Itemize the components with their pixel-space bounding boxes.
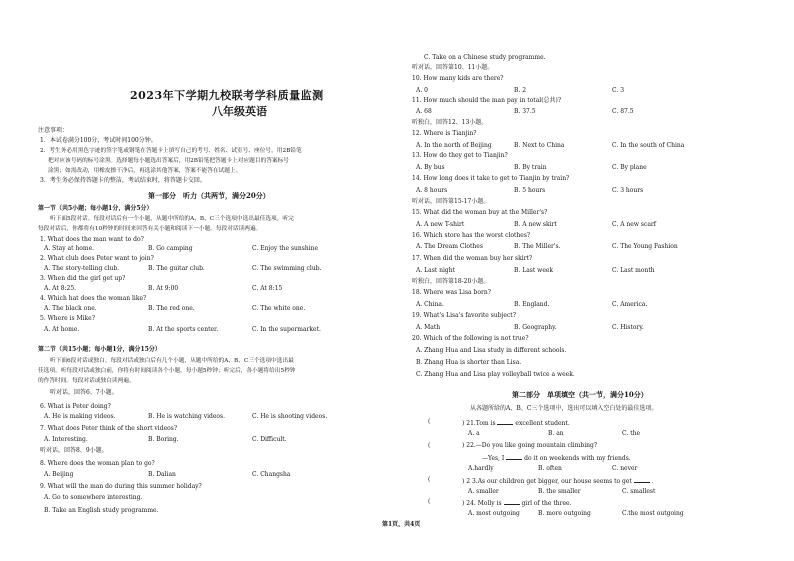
option-a: A. most outgoing: [468, 510, 520, 517]
option-c: C. 87.5: [612, 108, 634, 115]
answer-paren: (: [428, 476, 431, 483]
option-c: C. In the supermarket.: [252, 326, 321, 333]
option-b: B. more outgoing: [538, 510, 591, 517]
question-stem: 7. What does Peter think of the short videos?: [40, 425, 178, 432]
note-line: 把对应该号码的标号涂黑。选择题每小题选出答案后，用2B铅笔把答题卡上对应题目的答案标号: [48, 158, 289, 164]
question-stem: 9. What will the man do during this summer holiday?: [40, 483, 202, 490]
answer-blank: [504, 498, 520, 505]
option-a: A. 68: [416, 108, 432, 115]
q23-text: .: [651, 478, 654, 485]
option-b: B. 2: [514, 87, 527, 94]
q22-text: do it on weekends with my friends.: [524, 455, 631, 462]
option-c: C. The white one.: [252, 305, 306, 312]
option-a: A. A new T-shirt: [416, 221, 465, 228]
option-b: B. He is watching videos.: [148, 413, 225, 420]
option-c: C. the: [622, 430, 641, 437]
section2-heading: 第二节（共15小题；每小题1分，满分15分）: [38, 346, 161, 353]
question-stem: 18. Where was Lisa born?: [412, 289, 491, 296]
answer-blank: [506, 453, 522, 460]
question-stem: 10. How many kids are there?: [412, 75, 504, 82]
option-c: C. History.: [612, 324, 644, 331]
option-a: A. The story-telling club.: [44, 265, 120, 272]
page-number: 第1页，共4页: [382, 521, 421, 528]
option-c: C. In the south of China: [612, 142, 685, 149]
option-a: A. 0: [416, 87, 428, 94]
listen-note: 听独白，回答第18-20小题。: [412, 278, 490, 285]
option-b: B. England.: [514, 301, 550, 308]
option-a: A. By bus: [416, 164, 445, 171]
question-stem: [482, 453, 631, 463]
option-a: A. Go to somewhere interesting.: [44, 494, 143, 501]
part2-heading: 第二部分 单项填空（共一节，满分10分）: [512, 390, 648, 399]
question-stem: 8. Where does the woman plan to go?: [40, 460, 155, 467]
option-a: A. At home.: [44, 326, 80, 333]
answer-paren: (: [428, 498, 431, 505]
option-b: B. At the sports center.: [148, 326, 219, 333]
option-c: C. 3 hours: [612, 187, 644, 194]
instruction-line: 每段对话后，你都将有10秒钟的时间来回答有关小题和阅读下一小题。每段对话读两遍。: [38, 226, 262, 232]
option-b: B. Next to China: [514, 142, 565, 149]
question-stem: 5. Where is Mike?: [40, 315, 95, 322]
answer-blank: [634, 476, 650, 483]
question-stem: 17. When did the woman buy her skirt?: [412, 255, 533, 262]
option-c: C. Take on a Chinese study programme.: [424, 54, 546, 61]
listen-note: 听对话，回答6、7小题。: [50, 389, 118, 396]
option-c: C. The Young Fashion: [612, 243, 678, 250]
option-c: C. never: [612, 465, 638, 472]
instruction-line: 的作答时间。每段对话或独白读两遍。: [38, 378, 135, 384]
listen-note: 听对话，回答第15-17小题。: [412, 198, 490, 205]
option-c: C. 3: [612, 87, 625, 94]
option-b: B. the smaller: [538, 488, 581, 495]
answer-paren: (: [428, 442, 431, 449]
question-stem: 20. Which of the following is not true?: [412, 335, 529, 342]
option-a: A. 8 hours: [416, 187, 448, 194]
question-stem: 4. Which hat does the woman like?: [40, 295, 147, 302]
option-c: C. America.: [612, 301, 648, 308]
option-b: B. Take an English study programme.: [44, 507, 159, 514]
option-c: C. Last month: [612, 267, 655, 274]
option-b: B. 37.5: [514, 108, 536, 115]
question-stem: 19. What's Lisa's favorite subject?: [412, 312, 516, 319]
question-stem: 14. How long does it take to get to Tianjin by train?: [412, 175, 570, 182]
option-b: B. Dalian: [148, 471, 176, 478]
option-b: B. Zhang Hua is shorter than Lisa.: [416, 359, 522, 366]
option-a: A. China.: [416, 301, 444, 308]
instruction-line: 听下面5段对话。每段对话后有一个小题，从题中所给的A、B、C三个选项中选出最佳选项。听完: [50, 216, 294, 222]
option-a: A. Zhang Hua and Lisa study in different schools.: [416, 347, 567, 354]
option-c: C. Changsha: [252, 471, 291, 478]
option-c: C.the most outgoing: [622, 510, 684, 517]
instruction-line: 佳选项。听每段对话或独白前，你将有时间阅读各个小题，每小题5秒钟；听完后，各小题将给出5秒钟: [38, 368, 296, 374]
answer-paren: (: [428, 418, 431, 425]
question-stem: [462, 498, 572, 508]
option-b: B. 5 hours: [514, 187, 546, 194]
option-c: C. Enjoy the sunshine: [252, 245, 319, 252]
option-a: A. Beijing: [44, 471, 74, 478]
part2-instruction: 从各题所给的A、B、C三个选项中，选出可以填入空白处的最佳选项。: [470, 405, 658, 412]
option-a: A. At 8:25.: [44, 285, 77, 292]
option-c: C. A new scarf: [612, 221, 656, 228]
question-stem: 1. What does the man want to do?: [40, 236, 144, 243]
option-c: C. Zhang Hua and Lisa play volleyball twice a week.: [416, 371, 575, 378]
option-b: B. Boring.: [148, 436, 179, 443]
option-a: A. In the north of Beijing: [416, 142, 492, 149]
option-c: C. He is shooting videos.: [252, 413, 328, 420]
listen-note: 听对话，回答第10、11小题。: [412, 64, 494, 71]
instruction-line: 听下面6段对话或独白。每段对话或独白后有几个小题，从题中所给的A、B、C三个选项中选出最: [50, 358, 294, 364]
listen-note: 听独白，回答12、13小题。: [412, 119, 488, 126]
option-b: B. At 9:00: [148, 285, 179, 292]
option-c: C. The swimming club.: [252, 265, 322, 272]
q23-text: ) 2 3.As our children get bigger, our house seems to get: [462, 478, 632, 485]
option-a: A. The Dream Clothes: [416, 243, 483, 250]
question-stem: 16. Which store has the worst clothes?: [412, 232, 531, 239]
question-stem: 12. Where is Tianjin?: [412, 130, 477, 137]
note-line: 1．本试卷满分100分，考试时间100分钟。: [40, 137, 157, 144]
question-stem: 3. When did the girl get up?: [40, 275, 126, 282]
option-c: C. At 8:15: [252, 285, 283, 292]
question-stem: [462, 418, 570, 428]
option-a: A. Interesting.: [44, 436, 88, 443]
option-a: A. Last night: [416, 267, 456, 274]
option-a: A. The black one.: [44, 305, 97, 312]
note-line: 2．考生务必用黑色字迹的签字笔或钢笔在答题卡上填写自己的考号、姓名、试室号、座位号，用2B铅笔: [40, 148, 302, 154]
note-line: 3．考生务必保持答题卡的整洁，考试结束时，将答题卡交回。: [40, 177, 206, 184]
option-a: A. Stay at home.: [44, 245, 95, 252]
option-b: B. A new skirt: [514, 221, 557, 228]
section1-heading: 第一节（共5小题；每小题1分，满分5分）: [38, 205, 153, 212]
q21-text: excellent student.: [515, 420, 570, 427]
exam-title: 2023年下学期九校联考学科质量监测: [130, 89, 324, 102]
question-stem: 15. What did the woman buy at the Miller's?: [412, 209, 548, 216]
question-stem: 11. How much should the man pay in total(总共)?: [412, 97, 562, 104]
q24-text: girl of the three.: [521, 500, 572, 507]
part1-heading: 第一部分 听力（共两节，满分20分）: [148, 191, 270, 200]
option-b: B. The Miller's.: [514, 243, 561, 250]
question-stem: 2. What club does Peter want to join?: [40, 255, 154, 262]
option-b: B. The red one.: [148, 305, 195, 312]
option-b: B. Geography.: [514, 324, 557, 331]
option-c: C. By plane: [612, 164, 647, 171]
option-c: C. Difficult.: [252, 436, 287, 443]
question-stem: [462, 476, 654, 486]
option-a: A.hardly: [468, 465, 494, 472]
q24-text: ) 24. Molly is: [462, 500, 502, 507]
question-stem: 6. What is Peter doing?: [40, 403, 111, 410]
answer-blank: [497, 418, 513, 425]
option-a: A. a: [468, 430, 480, 437]
question-stem: ) 22.—Do you like going mountain climbing?: [462, 442, 598, 449]
notes-heading: 注意事项：: [38, 127, 69, 134]
option-c: C. smallest: [622, 488, 656, 495]
listen-note: 听对话，回答8、9小题。: [40, 447, 108, 454]
option-b: B. often: [538, 465, 562, 472]
q21-text: ) 21.Tom is: [462, 420, 496, 427]
option-b: B. Go camping: [148, 245, 193, 252]
option-a: A. Math: [416, 324, 441, 331]
exam-subtitle: 八年级英语: [212, 105, 267, 118]
option-b: B. Last week: [514, 267, 554, 274]
option-b: B. The guitar club.: [148, 265, 205, 272]
option-a: A. He is making videos.: [44, 413, 116, 420]
q22-text: —Yes, I: [482, 455, 505, 462]
option-b: B. By train: [514, 164, 547, 171]
option-a: A. smaller: [468, 488, 499, 495]
option-b: B. an: [548, 430, 564, 437]
question-stem: 13. How do they get to Tianjin?: [412, 152, 508, 159]
note-line: 涂黑；如需改动，用橡皮擦干净后，再选涂其他答案，答案不能答在试题上。: [48, 168, 242, 174]
